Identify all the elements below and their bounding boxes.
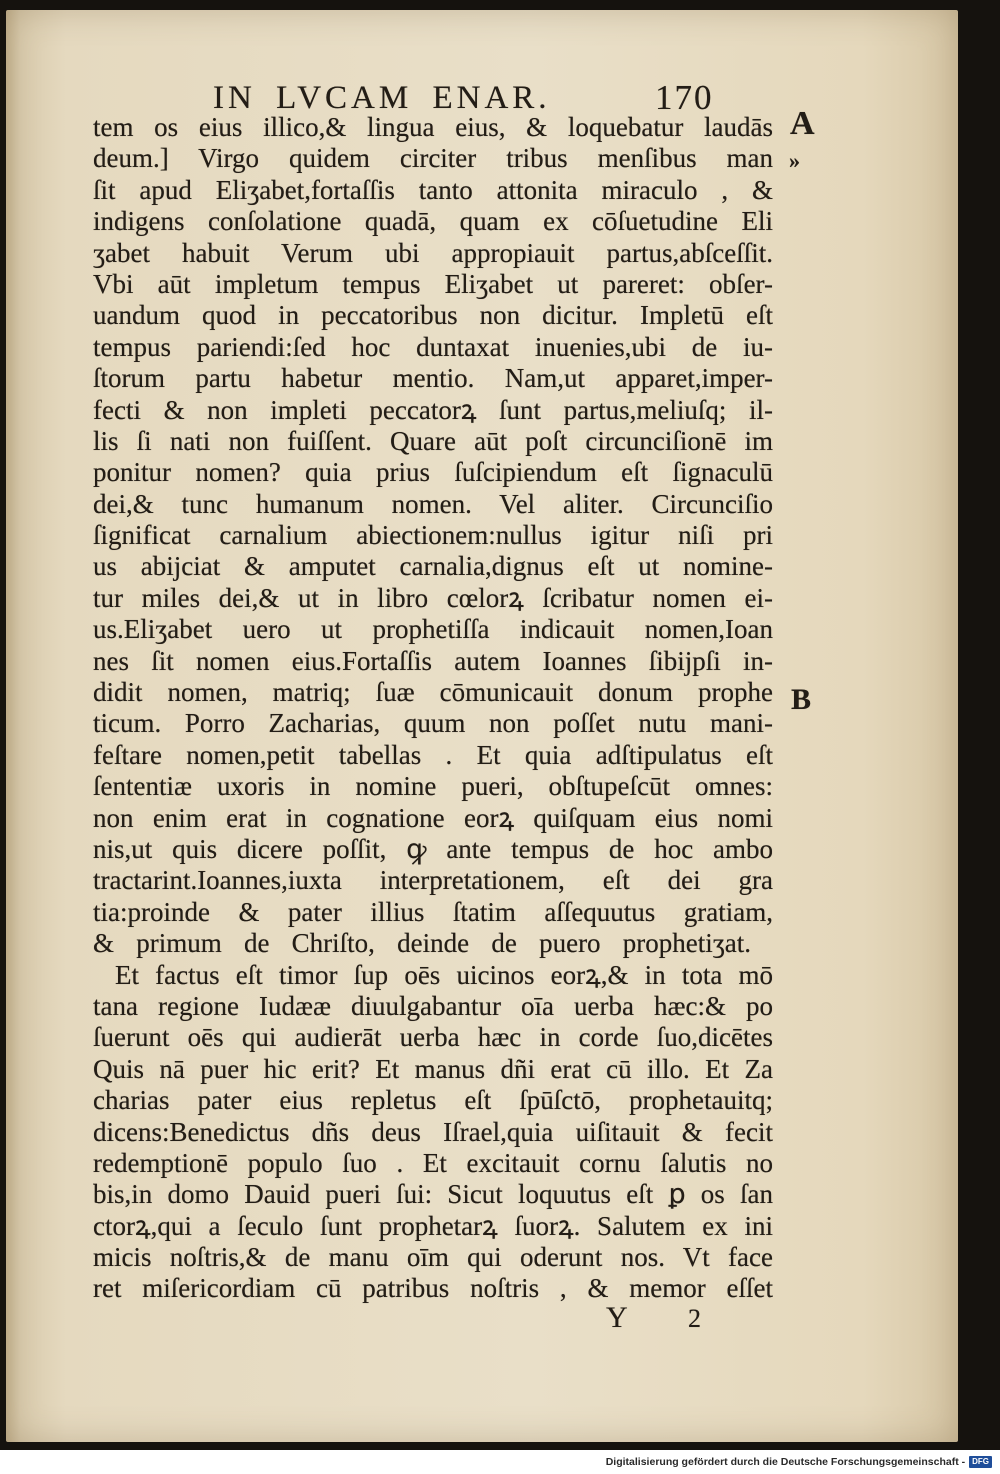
text-line: dei,& tunc humanum nomen. Vel aliter. Circunciſio xyxy=(93,488,773,519)
text-line: tractarint.Ioannes,iuxta interpretationem, eſt dei gra xyxy=(93,865,773,896)
text-block xyxy=(93,112,773,1305)
text-line: tia:proinde & pater illius ſtatim aſſequutus gratiam, xyxy=(93,896,773,927)
running-head: IN LVCAM ENAR. xyxy=(213,80,551,116)
margin-mark: » xyxy=(789,148,800,173)
text-line: micis noſtris,& de manu oīm qui oderunt nos. Vt face xyxy=(93,1242,773,1273)
text-line: didit nomen, matriq; ſuæ cōmunicauit donum prophe xyxy=(93,677,773,708)
text-line: uandum quod in peccatoribus non dicitur. Impletū eſt xyxy=(93,300,773,331)
text-line: ret miſericordiam cū patribus noſtris , & memor eſſet xyxy=(93,1273,773,1304)
dfg-logo: DFG xyxy=(969,1456,992,1468)
text-line: tana regione Iudææ diuulgabantur oīa uerba hæc:& po xyxy=(93,990,773,1021)
folio-number: 170 xyxy=(655,78,714,117)
text-line: us abijciat & amputet carnalia,dignus eſt ut nomine- xyxy=(93,551,773,582)
text-line: fecti & non impleti peccatorꝝ ſunt partus,meliuſq; il- xyxy=(93,394,773,425)
text-line: tem os eius illico,& lingua eius, & loquebatur laudās xyxy=(93,112,773,142)
text-line: us.Eliʒabet uero ut prophetiſſa indicauit nomen,Ioan xyxy=(93,614,773,645)
text-line: charias pater eius repletus eſt ſpūſctō, prophetauitq; xyxy=(93,1085,773,1116)
text-line: lis ſi nati non fuiſſent. Quare aūt poſt circunciſionē im xyxy=(93,425,773,456)
margin-letter-b: B xyxy=(791,683,812,716)
text-line: dicens:Benedictus dñs deus Iſrael,quia uiſitauit & fecit xyxy=(93,1116,773,1147)
text-line: ſententiæ uxoris in nomine pueri, obſtupeſcūt omnes: xyxy=(93,771,773,802)
text-line: deum.] Virgo quidem circiter tribus menſibus man xyxy=(93,143,773,174)
text-line: ctorꝝ,qui a ſeculo ſunt prophetarꝝ ſuorꝝ. Salutem ex ini xyxy=(93,1210,773,1241)
text-line: tur miles dei,& ut in libro cœlorꝝ ſcribatur nomen ei- xyxy=(93,582,773,613)
text-line: & primum de Chriſto, deinde de puero prophetiʒat. xyxy=(93,928,751,959)
text-line: redemptionē populo ſuo . Et excitauit cornu ſalutis no xyxy=(93,1147,773,1178)
text-line: ſignificat carnalium abiectionem:nullus igitur niſi pri xyxy=(93,520,773,551)
text-line: bis,in domo Dauid pueri ſui: Sicut loquutus eſt ꝑ os ſan xyxy=(93,1179,773,1210)
signature-number: 2 xyxy=(688,1304,701,1333)
text-line: tempus pariendi:ſed hoc duntaxat inuenies,ubi de iu- xyxy=(93,331,773,362)
signature-letter: Y xyxy=(606,1301,628,1334)
text-line: Vbi aūt impletum tempus Eliʒabet ut pareret: obſer- xyxy=(93,268,773,299)
text-line: ſtorum partu habetur mentio. Nam,ut apparet,imper- xyxy=(93,363,773,394)
footer-credit: Digitalisierung gefördert durch die Deutsche Forschungsgemeinschaft - xyxy=(605,1456,966,1468)
text-line: ponitur nomen? quia prius ſuſcipiendum eſt ſignaculū xyxy=(93,457,773,488)
text-line: nis,ut quis dicere poſſit, ꝙ ante tempus de hoc ambo xyxy=(93,833,773,864)
text-line: Et factus eſt timor ſup oēs uicinos eorꝝ,& in tota mō xyxy=(115,959,773,990)
text-line: ʒabet habuit Verum ubi appropiauit partus,abſceſſit. xyxy=(93,237,773,268)
text-line: ſit apud Eliʒabet,fortaſſis tanto attonita miraculo , & xyxy=(93,174,773,205)
text-line: non enim erat in cognatione eorꝝ quiſquam eius nomi xyxy=(93,802,773,833)
text-line: indigens conſolatione quadā, quam ex cōſuetudine Eli xyxy=(93,206,773,237)
text-line: Quis nā puer hic erit? Et manus dñi erat cū illo. Et Za xyxy=(93,1053,773,1084)
text-line: nes ſit nomen eius.Fortaſſis autem Ioannes ſibijpſi in- xyxy=(93,645,773,676)
text-line: ſuerunt oēs qui audierāt uerba hæc in corde ſuo,dicētes xyxy=(93,1022,773,1053)
margin-letter-a: A xyxy=(790,105,815,142)
text-line: feſtare nomen,petit tabellas . Et quia adſtipulatus eſt xyxy=(93,739,773,770)
text-line: ticum. Porro Zacharias, quum non poſſet nutu mani- xyxy=(93,708,773,739)
footer-strip xyxy=(0,1450,1000,1474)
